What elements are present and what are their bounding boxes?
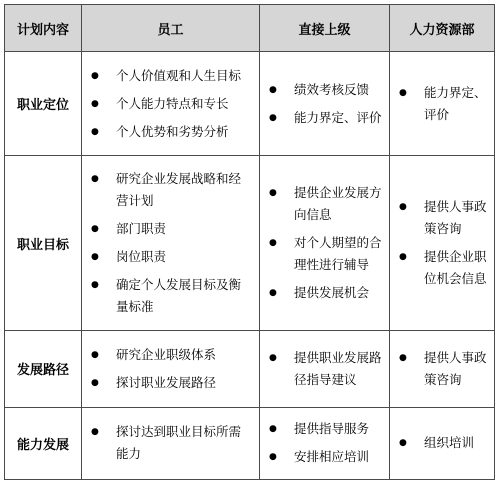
- list-item: ● 提供人事政策咨询: [390, 196, 488, 240]
- list-item: ● 探讨职业发展路径: [82, 372, 253, 394]
- hr-cell: [390, 52, 495, 156]
- employee-cell: [82, 331, 260, 407]
- list-item: ● 提供企业职位机会信息: [390, 246, 488, 290]
- header-plan-content: 计划内容: [5, 5, 82, 52]
- row-label: 能力发展: [5, 407, 82, 479]
- list-item: ● 个人能力特点和专长: [82, 93, 253, 115]
- list-item: ● 岗位职责: [82, 246, 253, 268]
- list-item: ● 确定个人发展目标及衡量标准: [82, 274, 253, 318]
- list-item: ● 个人价值观和人生目标: [82, 65, 253, 87]
- header-employee: 员工: [82, 5, 260, 52]
- row-label: 职业目标: [5, 156, 82, 331]
- list-item: ● 探讨达到职业目标所需能力: [82, 421, 253, 465]
- table-row: [5, 156, 495, 331]
- list-item: ● 研究企业职级体系: [82, 344, 253, 366]
- career-plan-table: [4, 4, 495, 480]
- list-item: ● 研究企业发展战略和经营计划: [82, 168, 253, 212]
- supervisor-cell: [260, 156, 390, 331]
- list-item: ● 提供人事政策咨询: [390, 347, 488, 391]
- list-item: ● 个人优势和劣势分析: [82, 121, 253, 143]
- hr-cell: [390, 156, 495, 331]
- header-direct-supervisor: 直接上级: [260, 5, 390, 52]
- list-item: ● 绩效考核反馈: [260, 79, 383, 101]
- hr-cell: [390, 407, 495, 479]
- row-label: 发展路径: [5, 331, 82, 407]
- list-item: ● 提供发展机会: [260, 282, 383, 304]
- hr-cell: [390, 331, 495, 407]
- list-item: ● 安排相应培训: [260, 446, 383, 468]
- list-item: ● 提供职业发展路径指导建议: [260, 347, 383, 391]
- table-row: [5, 331, 495, 407]
- table-row: [5, 407, 495, 479]
- list-item: ● 部门职责: [82, 218, 253, 240]
- employee-cell: [82, 407, 260, 479]
- career-plan-table-frame: [4, 4, 494, 480]
- list-item: ● 组织培训: [390, 432, 488, 454]
- list-item: ● 提供指导服务: [260, 418, 383, 440]
- supervisor-cell: [260, 52, 390, 156]
- header-hr-department: 人力资源部: [390, 5, 495, 52]
- list-item: ● 提供企业发展方向信息: [260, 182, 383, 226]
- employee-cell: [82, 52, 260, 156]
- table-row: [5, 52, 495, 156]
- row-label: 职业定位: [5, 52, 82, 156]
- employee-cell: [82, 156, 260, 331]
- list-item: ● 对个人期望的合理性进行辅导: [260, 232, 383, 276]
- supervisor-cell: [260, 407, 390, 479]
- list-item: ● 能力界定、评价: [390, 82, 488, 126]
- list-item: ● 能力界定、评价: [260, 107, 383, 129]
- header-row: [5, 5, 495, 52]
- supervisor-cell: [260, 331, 390, 407]
